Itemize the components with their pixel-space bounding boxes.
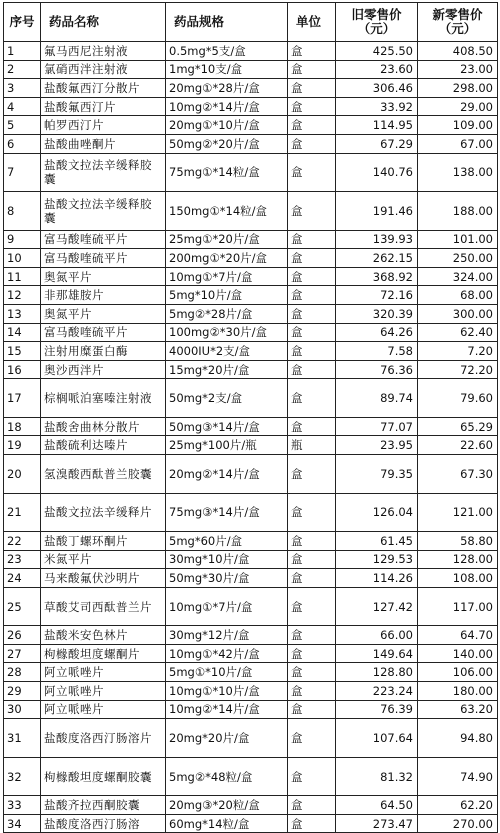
cell-spec: 15mg*20片/盒	[166, 360, 288, 379]
table-row	[4, 249, 498, 268]
cell-new-price: 7.20	[418, 342, 498, 361]
table-body	[4, 42, 498, 833]
cell-no: 9	[4, 230, 41, 249]
cell-no: 33	[4, 796, 41, 815]
cell-spec: 20mg①*10片/盒	[166, 116, 288, 135]
cell-no: 16	[4, 360, 41, 379]
cell-new-price: 121.00	[418, 493, 498, 532]
cell-name: 盐酸文拉法辛缓释片	[41, 493, 166, 532]
cell-name: 氯硝西泮注射液	[41, 60, 166, 79]
cell-name: 棕榈哌泊塞嗪注射液	[41, 379, 166, 418]
table-row	[4, 719, 498, 758]
cell-new-price: 140.00	[418, 644, 498, 663]
cell-unit: 盒	[288, 379, 336, 418]
cell-old-price: 66.00	[336, 626, 418, 645]
cell-spec: 5mg②*48粒/盒	[166, 757, 288, 796]
cell-old-price: 128.80	[336, 663, 418, 682]
cell-new-price: 22.60	[418, 436, 498, 455]
cell-old-price: 76.36	[336, 360, 418, 379]
cell-no: 20	[4, 455, 41, 494]
cell-spec: 10mg②*14片/盒	[166, 700, 288, 719]
cell-no: 22	[4, 532, 41, 551]
cell-name: 奥氮平片	[41, 304, 166, 323]
cell-name: 氢溴酸西酞普兰胶囊	[41, 455, 166, 494]
cell-no: 8	[4, 192, 41, 231]
cell-name: 阿立哌唑片	[41, 682, 166, 701]
cell-name: 阿立哌唑片	[41, 700, 166, 719]
cell-old-price: 76.39	[336, 700, 418, 719]
cell-no: 7	[4, 153, 41, 192]
cell-old-price: 139.93	[336, 230, 418, 249]
table-row	[4, 97, 498, 116]
cell-name: 马来酸氟伏沙明片	[41, 569, 166, 588]
cell-no: 25	[4, 587, 41, 626]
cell-name: 盐酸度洛西汀肠溶	[41, 814, 166, 833]
cell-unit: 盒	[288, 626, 336, 645]
cell-unit: 盒	[288, 249, 336, 268]
table-row	[4, 323, 498, 342]
cell-name: 奥沙西泮片	[41, 360, 166, 379]
cell-new-price: 72.20	[418, 360, 498, 379]
cell-unit: 盒	[288, 663, 336, 682]
table-row	[4, 60, 498, 79]
cell-no: 28	[4, 663, 41, 682]
header-spec: 药品规格	[166, 3, 288, 42]
cell-spec: 5mg*60片/盒	[166, 532, 288, 551]
cell-spec: 25mg①*20片/盒	[166, 230, 288, 249]
cell-name: 盐酸氟西汀片	[41, 97, 166, 116]
cell-spec: 20mg②*14片/盒	[166, 455, 288, 494]
cell-name: 盐酸米安色林片	[41, 626, 166, 645]
cell-name: 米氮平片	[41, 550, 166, 569]
cell-old-price: 262.15	[336, 249, 418, 268]
cell-no: 5	[4, 116, 41, 135]
table-row	[4, 192, 498, 231]
table-row	[4, 626, 498, 645]
table-row	[4, 757, 498, 796]
cell-unit: 盒	[288, 814, 336, 833]
table-row	[4, 79, 498, 98]
header-new-price: 新零售价（元）	[418, 3, 498, 42]
cell-unit: 盒	[288, 116, 336, 135]
cell-spec: 50mg③*14片/盒	[166, 417, 288, 436]
cell-new-price: 62.40	[418, 323, 498, 342]
cell-new-price: 109.00	[418, 116, 498, 135]
cell-no: 2	[4, 60, 41, 79]
cell-old-price: 23.95	[336, 436, 418, 455]
table-row	[4, 550, 498, 569]
price-table	[3, 2, 498, 833]
cell-no: 1	[4, 42, 41, 61]
cell-spec: 30mg*12片/盒	[166, 626, 288, 645]
cell-name: 盐酸齐拉西酮胶囊	[41, 796, 166, 815]
cell-old-price: 306.46	[336, 79, 418, 98]
cell-new-price: 68.00	[418, 286, 498, 305]
cell-no: 17	[4, 379, 41, 418]
cell-old-price: 64.50	[336, 796, 418, 815]
cell-old-price: 191.46	[336, 192, 418, 231]
cell-new-price: 58.80	[418, 532, 498, 551]
cell-spec: 0.5mg*5支/盒	[166, 42, 288, 61]
cell-old-price: 129.53	[336, 550, 418, 569]
cell-name: 盐酸文拉法辛缓释胶囊	[41, 192, 166, 231]
table-row	[4, 342, 498, 361]
cell-new-price: 250.00	[418, 249, 498, 268]
cell-name: 富马酸喹硫平片	[41, 249, 166, 268]
cell-new-price: 23.00	[418, 60, 498, 79]
cell-old-price: 149.64	[336, 644, 418, 663]
cell-name: 帕罗西汀片	[41, 116, 166, 135]
header-row	[4, 3, 498, 42]
cell-unit: 盒	[288, 323, 336, 342]
cell-name: 盐酸文拉法辛缓释胶囊	[41, 153, 166, 192]
cell-old-price: 77.07	[336, 417, 418, 436]
table-row	[4, 436, 498, 455]
cell-new-price: 29.00	[418, 97, 498, 116]
cell-spec: 100mg②*30片/盒	[166, 323, 288, 342]
cell-no: 21	[4, 493, 41, 532]
cell-spec: 1mg*10支/盒	[166, 60, 288, 79]
cell-new-price: 180.00	[418, 682, 498, 701]
cell-no: 26	[4, 626, 41, 645]
cell-unit: 盒	[288, 42, 336, 61]
cell-new-price: 67.00	[418, 134, 498, 153]
cell-new-price: 106.00	[418, 663, 498, 682]
cell-name: 枸橼酸坦度螺酮胶囊	[41, 757, 166, 796]
table-row	[4, 360, 498, 379]
cell-name: 草酸艾司西酞普兰片	[41, 587, 166, 626]
cell-unit: 盒	[288, 360, 336, 379]
cell-old-price: 273.47	[336, 814, 418, 833]
cell-unit: 盒	[288, 79, 336, 98]
cell-new-price: 79.60	[418, 379, 498, 418]
cell-old-price: 140.76	[336, 153, 418, 192]
cell-no: 34	[4, 814, 41, 833]
cell-no: 12	[4, 286, 41, 305]
table-row	[4, 569, 498, 588]
cell-no: 32	[4, 757, 41, 796]
cell-new-price: 408.50	[418, 42, 498, 61]
cell-name: 盐酸度洛西汀肠溶片	[41, 719, 166, 758]
table-row	[4, 417, 498, 436]
cell-unit: 盒	[288, 757, 336, 796]
cell-old-price: 79.35	[336, 455, 418, 494]
cell-unit: 盒	[288, 304, 336, 323]
cell-unit: 盒	[288, 569, 336, 588]
cell-new-price: 67.30	[418, 455, 498, 494]
cell-name: 盐酸丁螺环酮片	[41, 532, 166, 551]
cell-no: 18	[4, 417, 41, 436]
cell-new-price: 300.00	[418, 304, 498, 323]
cell-no: 13	[4, 304, 41, 323]
cell-unit: 盒	[288, 493, 336, 532]
cell-name: 枸橼酸坦度螺酮片	[41, 644, 166, 663]
cell-old-price: 223.24	[336, 682, 418, 701]
header-old-price: 旧零售价（元）	[336, 3, 418, 42]
cell-name: 盐酸氟西汀分散片	[41, 79, 166, 98]
cell-unit: 盒	[288, 267, 336, 286]
cell-old-price: 320.39	[336, 304, 418, 323]
cell-unit: 盒	[288, 97, 336, 116]
cell-unit: 盒	[288, 286, 336, 305]
table-row	[4, 796, 498, 815]
table-row	[4, 230, 498, 249]
cell-name: 氟马西尼注射液	[41, 42, 166, 61]
cell-unit: 盒	[288, 455, 336, 494]
cell-name: 盐酸曲唑酮片	[41, 134, 166, 153]
cell-unit: 盒	[288, 60, 336, 79]
cell-spec: 5mg*10片/盒	[166, 286, 288, 305]
header-name: 药品名称	[41, 3, 166, 42]
cell-old-price: 368.92	[336, 267, 418, 286]
cell-new-price: 65.29	[418, 417, 498, 436]
cell-no: 14	[4, 323, 41, 342]
cell-spec: 5mg②*28片/盒	[166, 304, 288, 323]
cell-spec: 10mg①*10片/盒	[166, 682, 288, 701]
cell-spec: 5mg①*10片/盒	[166, 663, 288, 682]
cell-name: 阿立哌唑片	[41, 663, 166, 682]
cell-spec: 20mg③*20粒/盒	[166, 796, 288, 815]
cell-old-price: 81.32	[336, 757, 418, 796]
cell-no: 29	[4, 682, 41, 701]
table-row	[4, 379, 498, 418]
cell-spec: 200mg①*20片/盒	[166, 249, 288, 268]
cell-new-price: 138.00	[418, 153, 498, 192]
cell-spec: 20mg①*28片/盒	[166, 79, 288, 98]
cell-new-price: 74.90	[418, 757, 498, 796]
cell-new-price: 108.00	[418, 569, 498, 588]
table-row	[4, 116, 498, 135]
cell-unit: 盒	[288, 587, 336, 626]
cell-spec: 75mg③*14片/盒	[166, 493, 288, 532]
cell-new-price: 117.00	[418, 587, 498, 626]
cell-spec: 10mg②*14片/盒	[166, 97, 288, 116]
cell-unit: 盒	[288, 644, 336, 663]
cell-old-price: 64.26	[336, 323, 418, 342]
cell-spec: 10mg①*7片/盒	[166, 587, 288, 626]
cell-spec: 10mg①*7片/盒	[166, 267, 288, 286]
cell-new-price: 270.00	[418, 814, 498, 833]
cell-old-price: 23.60	[336, 60, 418, 79]
cell-unit: 盒	[288, 682, 336, 701]
cell-unit: 盒	[288, 134, 336, 153]
cell-name: 非那雄胺片	[41, 286, 166, 305]
header-unit: 单位	[288, 3, 336, 42]
cell-spec: 150mg①*14粒/盒	[166, 192, 288, 231]
table-row	[4, 532, 498, 551]
cell-old-price: 7.58	[336, 342, 418, 361]
cell-no: 11	[4, 267, 41, 286]
cell-no: 4	[4, 97, 41, 116]
cell-new-price: 101.00	[418, 230, 498, 249]
cell-new-price: 128.00	[418, 550, 498, 569]
table-row	[4, 304, 498, 323]
cell-new-price: 64.70	[418, 626, 498, 645]
cell-spec: 50mg*2支/盒	[166, 379, 288, 418]
cell-no: 15	[4, 342, 41, 361]
table-row	[4, 42, 498, 61]
cell-name: 盐酸硫利达嗪片	[41, 436, 166, 455]
cell-spec: 25mg*100片/瓶	[166, 436, 288, 455]
cell-name: 富马酸喹硫平片	[41, 230, 166, 249]
cell-unit: 盒	[288, 719, 336, 758]
cell-spec: 4000IU*2支/盒	[166, 342, 288, 361]
cell-old-price: 61.45	[336, 532, 418, 551]
cell-old-price: 67.29	[336, 134, 418, 153]
header-no: 序号	[4, 3, 41, 42]
table-row	[4, 663, 498, 682]
cell-new-price: 324.00	[418, 267, 498, 286]
cell-unit: 盒	[288, 153, 336, 192]
table-row	[4, 455, 498, 494]
table-row	[4, 134, 498, 153]
cell-unit: 盒	[288, 230, 336, 249]
cell-old-price: 126.04	[336, 493, 418, 532]
cell-new-price: 188.00	[418, 192, 498, 231]
cell-no: 31	[4, 719, 41, 758]
table-row	[4, 700, 498, 719]
cell-no: 24	[4, 569, 41, 588]
cell-spec: 60mg*14粒/盒	[166, 814, 288, 833]
cell-no: 6	[4, 134, 41, 153]
cell-no: 30	[4, 700, 41, 719]
cell-old-price: 72.16	[336, 286, 418, 305]
cell-no: 23	[4, 550, 41, 569]
cell-unit: 盒	[288, 700, 336, 719]
cell-new-price: 63.20	[418, 700, 498, 719]
cell-old-price: 107.64	[336, 719, 418, 758]
cell-old-price: 127.42	[336, 587, 418, 626]
cell-no: 27	[4, 644, 41, 663]
table-row	[4, 814, 498, 833]
cell-name: 注射用糜蛋白酶	[41, 342, 166, 361]
cell-new-price: 94.80	[418, 719, 498, 758]
cell-name: 奥氮平片	[41, 267, 166, 286]
cell-no: 10	[4, 249, 41, 268]
table-row	[4, 587, 498, 626]
cell-old-price: 425.50	[336, 42, 418, 61]
cell-unit: 盒	[288, 192, 336, 231]
cell-no: 19	[4, 436, 41, 455]
cell-spec: 20mg*20片/盒	[166, 719, 288, 758]
cell-name: 盐酸舍曲林分散片	[41, 417, 166, 436]
cell-new-price: 298.00	[418, 79, 498, 98]
cell-spec: 10mg①*42片/盒	[166, 644, 288, 663]
table-row	[4, 644, 498, 663]
cell-unit: 盒	[288, 532, 336, 551]
cell-spec: 50mg*30片/盒	[166, 569, 288, 588]
cell-old-price: 33.92	[336, 97, 418, 116]
cell-no: 3	[4, 79, 41, 98]
cell-unit: 盒	[288, 550, 336, 569]
table-row	[4, 493, 498, 532]
cell-old-price: 114.95	[336, 116, 418, 135]
cell-spec: 75mg①*14粒/盒	[166, 153, 288, 192]
cell-name: 富马酸喹硫平片	[41, 323, 166, 342]
table-row	[4, 286, 498, 305]
cell-old-price: 89.74	[336, 379, 418, 418]
cell-new-price: 62.20	[418, 796, 498, 815]
cell-spec: 50mg②*20片/盒	[166, 134, 288, 153]
cell-unit: 瓶	[288, 436, 336, 455]
table-row	[4, 153, 498, 192]
cell-spec: 30mg*10片/盒	[166, 550, 288, 569]
table-row	[4, 682, 498, 701]
cell-unit: 盒	[288, 342, 336, 361]
cell-unit: 盒	[288, 417, 336, 436]
cell-unit: 盒	[288, 796, 336, 815]
table-row	[4, 267, 498, 286]
cell-old-price: 114.26	[336, 569, 418, 588]
